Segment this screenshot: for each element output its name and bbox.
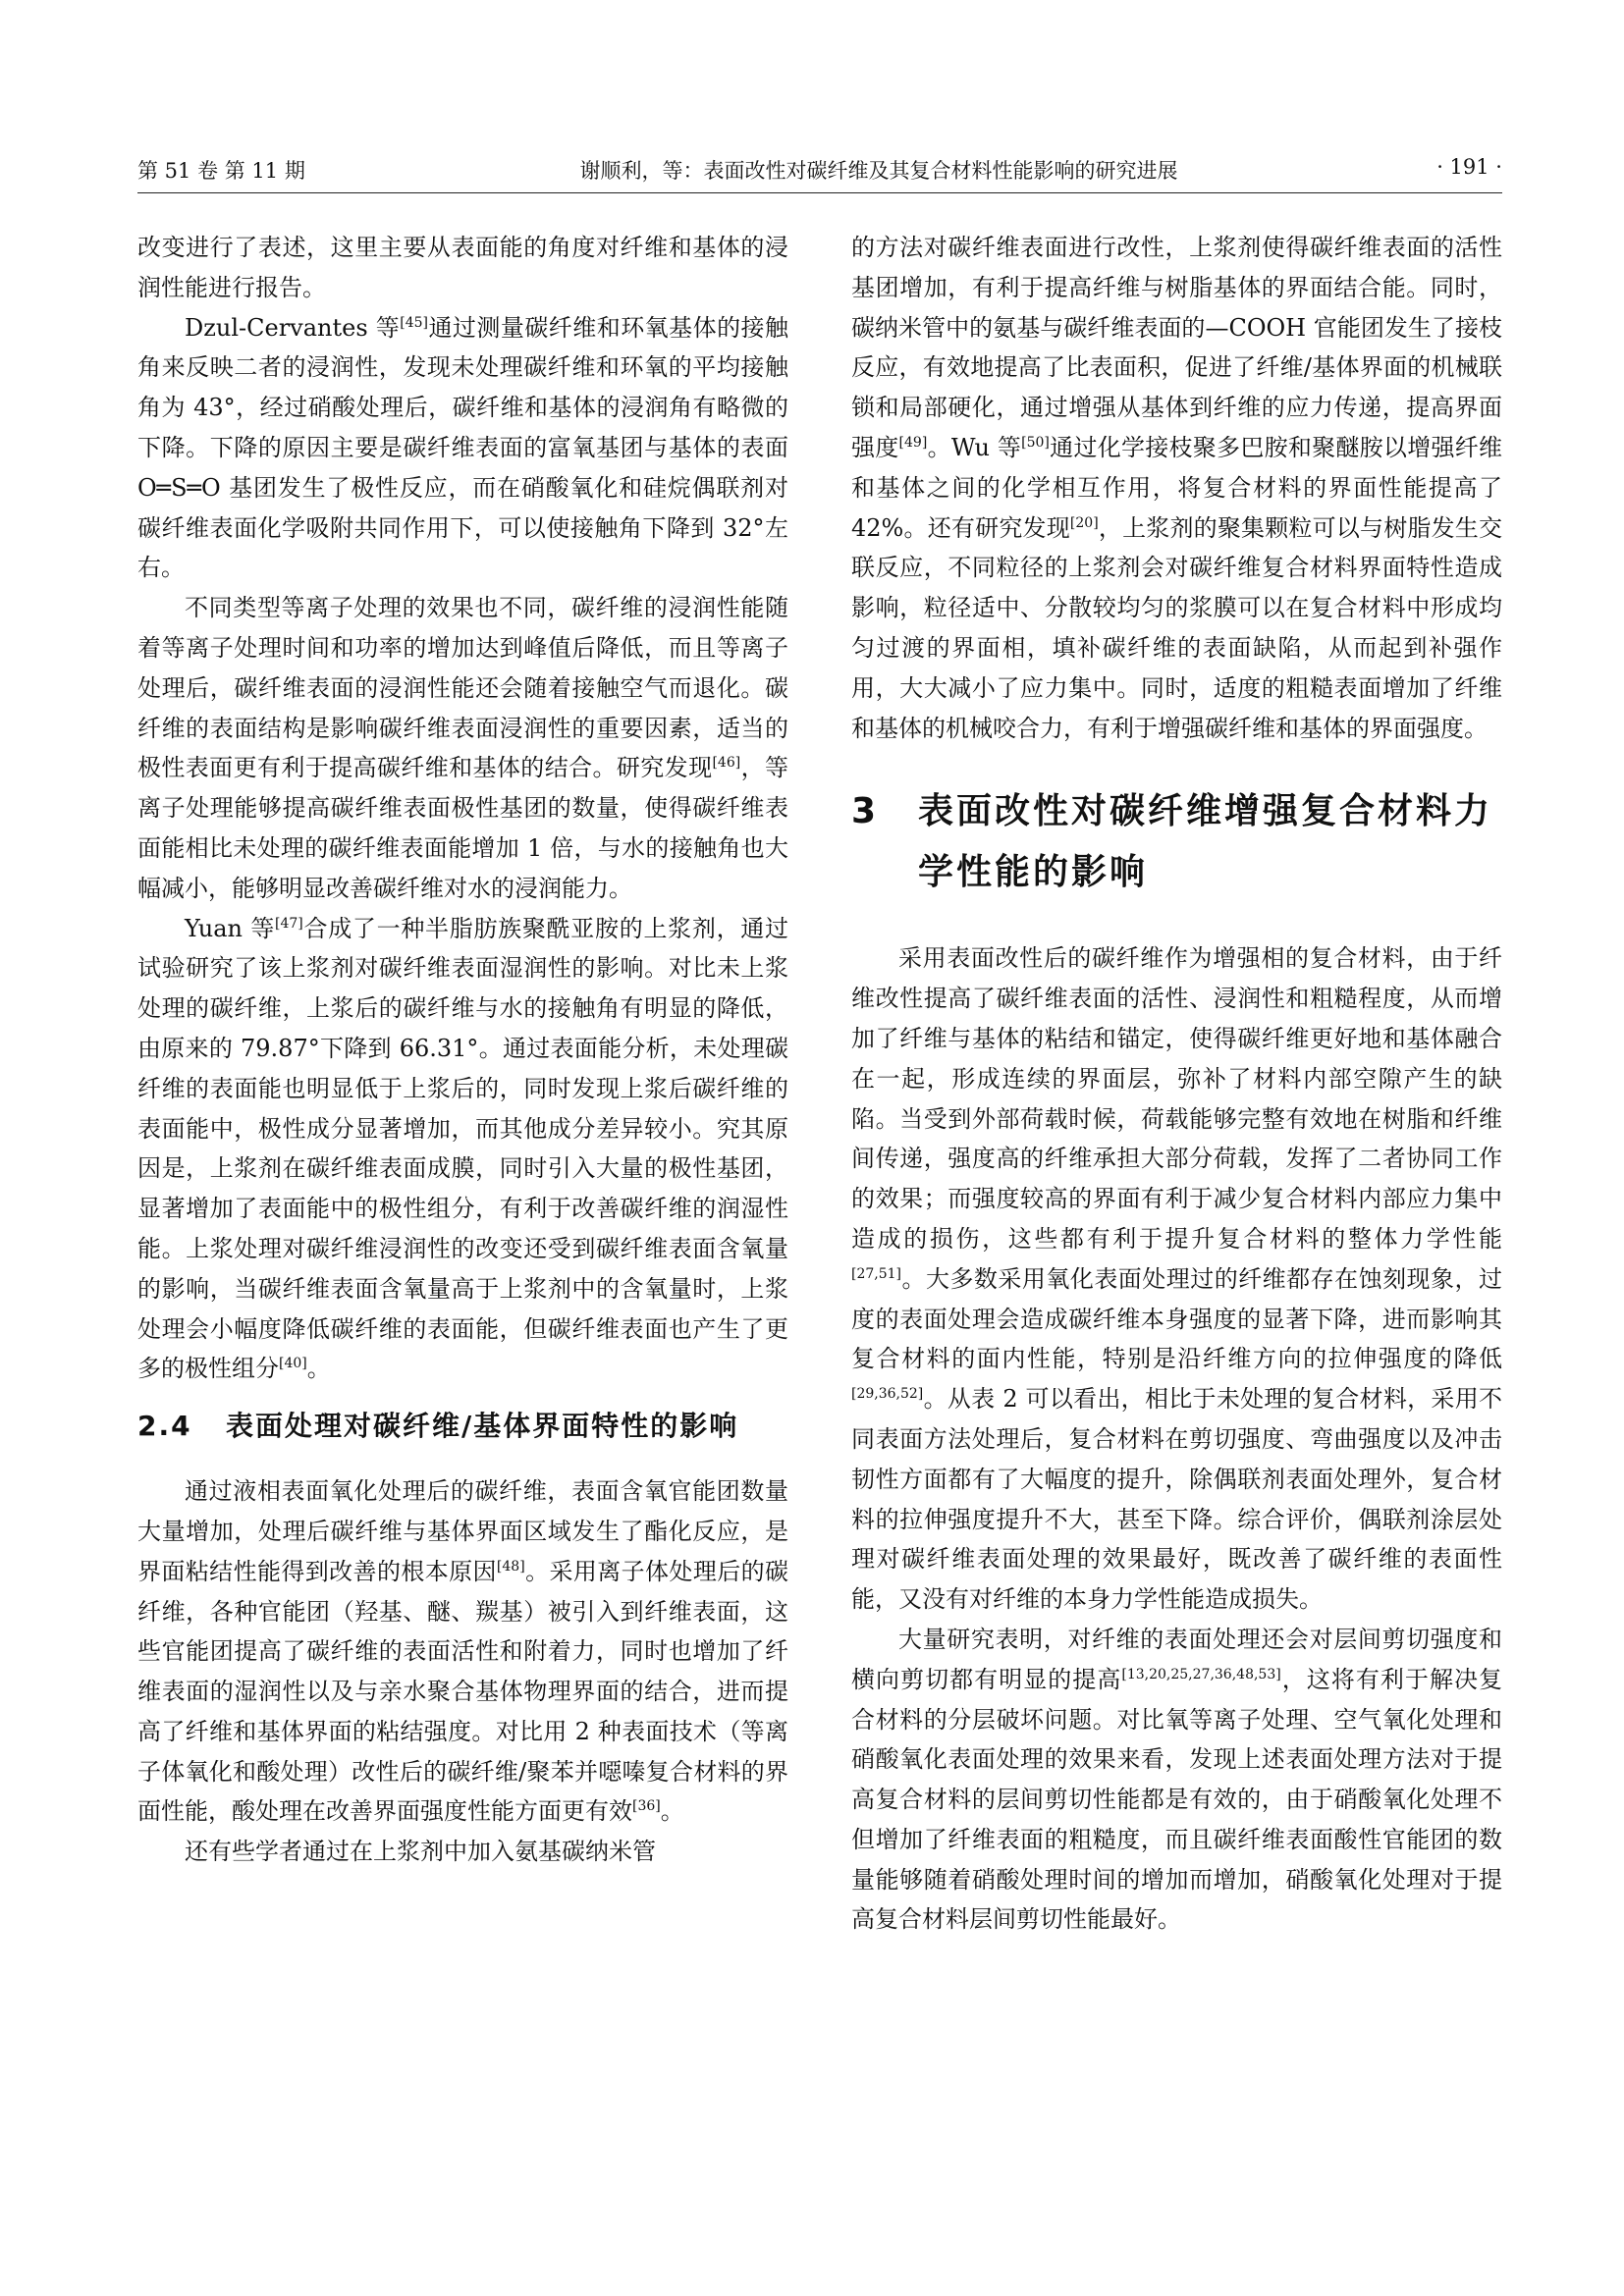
citation: [29,36,52] [851,1386,924,1403]
citation: [27,51] [851,1265,902,1282]
header-rule [137,192,1502,193]
paragraph: Dzul-Cervantes 等[45]通过测量碳纤维和环氧基体的接触角来反映二者的浸润性，发现未处理碳纤维和环氧的平均接触角为 43°，经过硝酸处理后，碳纤维和基体的浸润角有略微的下降。下降的原因主要是碳纤维表面的富氧基团与基体的表面 O═S═O 基团发生了极性反应，而在硝酸氧化和硅烷偶联剂对碳纤维表面化学吸附共同作用下，可以使接触角下降到 32°左右。 [137,313,789,582]
citation: [45] [400,314,428,331]
right-column [851,228,1502,1940]
section-number: 2.4 [137,1410,192,1443]
paragraph: 的方法对碳纤维表面进行改性，上浆剂使得碳纤维表面的活性基团增加，有利于提高纤维与树脂基体的界面结合能。同时，碳纳米管中的氨基与碳纤维表面的—COOH 官能团发生了接枝反应，有效地提高了比表面积，促进了纤维/基体界面的机械联锁和局部硬化，通过增强从基体到纤维的应力传递，提高界面强度[49]。Wu 等[50]通过化学接枝聚多巴胺和聚醚胺以增强纤维和基体之间的化学相互作用，将复合材料的界面性能提高了 42%。还有研究发现[20]，上浆剂的聚集颗粒可以与树脂发生交联反应，不同粒径的上浆剂会对碳纤维复合材料界面特性造成影响，粒径适中、分散较均匀的浆膜可以在复合材料中形成均匀过渡的界面相，填补碳纤维的表面缺陷，从而起到补强作用，大大减小了应力集中。同时，适度的粗糙表面增加了纤维和基体的机械咬合力，有利于增强碳纤维和基体的界面强度。 [851,234,1503,742]
citation: [47] [275,915,303,932]
paragraph: 采用表面改性后的碳纤维作为增强相的复合材料，由于纤维改性提高了碳纤维表面的活性、浸润性和粗糙程度，从而增加了纤维与基体的粘结和锚定，使得碳纤维更好地和基体融合在一起，形成连续的界面层，弥补了材料内部空隙产生的缺陷。当受到外部荷载时候，荷载能够完整有效地在树脂和纤维间传递，强度高的纤维承担大部分荷载，发挥了二者协同工作的效果；而强度较高的界面有利于减少复合材料内部应力集中造成的损伤，这些都有利于提升复合材料的整体力学性能[27,51]。大多数采用氧化表面处理过的纤维都存在蚀刻现象，过度的表面处理会造成碳纤维本身强度的显著下降，进而影响其复合材料的面内性能，特别是沿纤维方向的拉伸强度的降低[29,36,52]。从表 2 可以看出，相比于未处理的复合材料，采用不同表面方法处理后，复合材料在剪切强度、弯曲强度以及冲击韧性方面都有了大幅度的提升，除偶联剂表面处理外，复合材料的拉伸强度提升不大，甚至下降。综合评价，偶联剂涂层处理对碳纤维表面处理的效果最好，既改善了碳纤维的表面性能，又没有对纤维的本身力学性能造成损失。 [851,944,1502,1614]
left-column [137,228,788,1872]
citation: [20] [1069,514,1099,531]
citation: [49] [898,434,928,451]
citation: [40] [279,1356,307,1372]
section-heading-2-4 [137,1403,788,1450]
running-title: 谢顺利，等：表面改性对碳纤维及其复合材料性能影响的研究进展 [579,159,1178,183]
section-title: 表面改性对碳纤维增强复合材料力学性能的影响 [918,791,1493,893]
paragraph: 通过液相表面氧化处理后的碳纤维，表面含氧官能团数量大量增加，处理后碳纤维与基体界面区域发生了酯化反应，是界面粘结性能得到改善的根本原因[48]。采用离子体处理后的碳纤维，各种官能团（羟基、醚、羰基）被引入到纤维表面，这些官能团提高了碳纤维的表面活性和附着力，同时也增加了纤维表面的湿润性以及与亲水聚合基体物理界面的结合，进而提高了纤维和基体界面的粘结强度。对比用 2 种表面技术（等离子体氧化和酸处理）改性后的碳纤维/聚苯并噁嗪复合材料的界面性能，酸处理在改善界面强度性能方面更有效[36]。 [137,1477,789,1826]
paragraph: 改变进行了表述，这里主要从表面能的角度对纤维和基体的浸润性能进行报告。 [137,234,788,301]
citation: [36] [632,1798,661,1815]
citation: [46] [712,755,741,772]
paragraph: 还有些学者通过在上浆剂中加入氨基碳纳米管 [185,1838,656,1866]
citation: [48] [496,1558,525,1575]
section-number: 3 [851,791,880,832]
paragraph: 不同类型等离子处理的效果也不同，碳纤维的浸润性能随着等离子处理时间和功率的增加达到峰值后降低，而且等离子处理后，碳纤维表面的浸润性能还会随着接触空气而退化。碳纤维的表面结构是影响碳纤维表面浸润性的重要因素，适当的极性表面更有利于提高碳纤维和基体的结合。研究发现[46]，等离子处理能够提高碳纤维表面极性基团的数量，使得碳纤维表面能相比未处理的碳纤维表面能增加 1 倍，与水的接触角也大幅减小，能够明显改善碳纤维对水的浸润能力。 [137,594,789,902]
paragraph: Yuan 等[47]合成了一种半脂肪族聚酰亚胺的上浆剂，通过试验研究了该上浆剂对碳纤维表面湿润性的影响。对比未上浆处理的碳纤维，上浆后的碳纤维与水的接触角有明显的降低，由原来的 79.87°下降到 66.31°。通过表面能分析，未处理碳纤维的表面能也明显低于上浆后的，同时发现上浆后碳纤维的表面能中，极性成分显著增加，而其他成分差异较小。究其原因是，上浆剂在碳纤维表面成膜，同时引入大量的极性基团，显著增加了表面能中的极性组分，有利于改善碳纤维的润湿性能。上浆处理对碳纤维浸润性的改变还受到碳纤维表面含氧量的影响，当碳纤维表面含氧量高于上浆剂中的含氧量时，上浆处理会小幅度降低碳纤维的表面能，但碳纤维表面也产生了更多的极性组分[40]。 [137,914,788,1383]
paragraph: 大量研究表明，对纤维的表面处理还会对层间剪切强度和横向剪切都有明显的提高[13,20,25,27,36,48,53]，这将有利于解决复合材料的分层破坏问题。对比氧等离子处理、空气氧化处理和硝酸氧化表面处理的效果来看，发现上述表面处理方法对于提高复合材料的层间剪切性能都是有效的，由于硝酸氧化处理不但增加了纤维表面的粗糙度，而且碳纤维表面酸性官能团的数量能够随着硝酸处理时间的增加而增加，硝酸氧化处理对于提高复合材料层间剪切性能最好。 [851,1625,1503,1934]
section-heading-3 [851,781,1502,903]
running-header [137,149,1502,188]
volume-issue: 第 51 卷 第 11 期 [137,159,305,183]
section-title: 表面处理对碳纤维/基体界面特性的影响 [226,1410,739,1443]
citation: [50] [1021,434,1050,451]
citation: [13,20,25,27,36,48,53] [1121,1666,1281,1682]
page-number: · 191 · [1436,155,1502,179]
